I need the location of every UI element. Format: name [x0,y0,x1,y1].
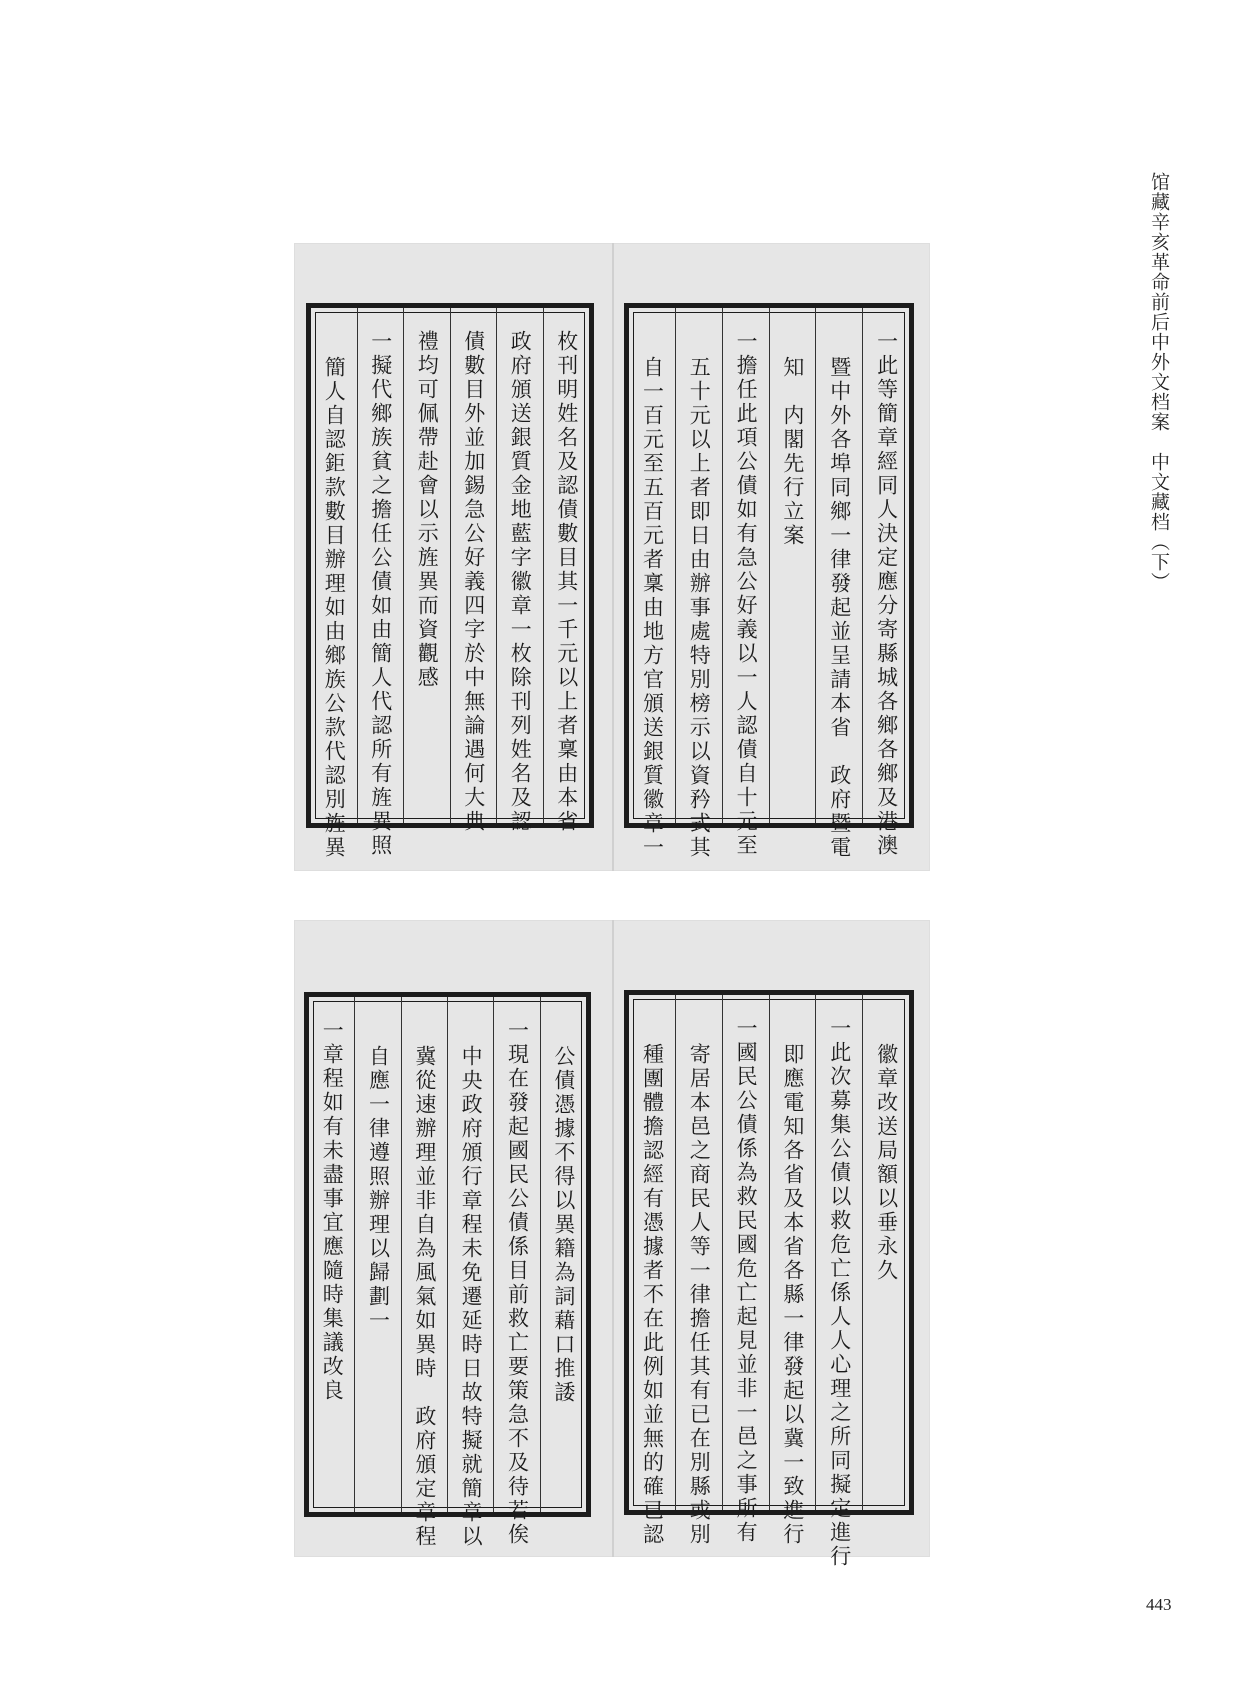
text-column: 即應電知各省及本省各縣一律發起以冀一致進行 [769,995,816,1510]
text-column: 簡人自認鉅款數目辦理如由鄉族公款代認別旌異 [322,356,347,860]
manuscript-page-left [294,243,612,871]
text-column: 中央政府頒行章程未免遷延時日故特擬就簡章以 [447,997,493,1512]
scan-image-bottom [294,920,930,1569]
text-column: 公債憑據不得以異籍為詞藉口推諉 [540,997,586,1512]
ruled-frame [624,303,914,860]
side-title: 馆藏辛亥革命前后中外文档案 中文藏档（下） [1148,172,1170,592]
ruled-frame [306,303,594,860]
manuscript-page-right [612,920,930,1569]
text-column: 禮均可佩帶赴會以示旌異而資觀感 [403,308,450,823]
text-column: 冀從速辦理並非自為風氣如異時 政府頒定章程 [401,997,447,1512]
text-column: 暨中外各埠同鄉一律發起並呈請本省 政府暨電 [815,308,862,823]
text-column: 徽章改送局額以垂永久 [862,995,909,1510]
text-column: 一國民公債係為救民國危亡起見並非一邑之事所有 [722,995,769,1510]
text-column: 一此等簡章經同人決定應分寄縣城各鄉各鄉及港澳 [862,308,909,823]
text-column: 枚刊明姓名及認債數目其一千元以上者稟由本省 [543,308,590,823]
page-number: 443 [1146,1595,1172,1614]
text-column: 種團體擔認經有憑據者不在此例如並無的確已認 [640,1043,665,1547]
text-column: 寄居本邑之商民人等一律擔任其有已在別縣或別 [675,995,722,1510]
text-column: 政府頒送銀質金地藍字徽章一枚除刊列姓名及認 [496,308,543,823]
ruled-frame [624,990,914,1569]
text-column: 一此次募集公債以救危亡係人人心理之所同擬定進行 [815,995,862,1510]
ruled-frame [304,992,591,1549]
text-column: 自應一律遵照辦理以歸劃一 [354,997,400,1512]
text-column: 債數目外並加錫急公好義四字於中無論遇何大典 [450,308,497,823]
manuscript-page-right [612,243,930,871]
text-column: 五十元以上者即日由辦事處特別榜示以資矜式其 [675,308,722,823]
manuscript-page-left [294,920,612,1557]
text-column: 知 内閣先行立案 [769,308,816,823]
text-column: 一擔任此項公債如有急公好義以一人認債自十元至 [722,308,769,823]
text-column: 自一百元至五百元者稟由地方官頒送銀質徽章一 [640,356,665,860]
scan-image-top [294,243,930,871]
text-column: 一章程如有未盡事宜應隨時集議改良 [320,1019,345,1403]
text-column: 一擬代鄉族貧之擔任公債如由簡人代認所有旌異照 [357,308,404,823]
text-column: 一現在發起國民公債係目前救亡要策急不及待若俟 [493,997,539,1512]
